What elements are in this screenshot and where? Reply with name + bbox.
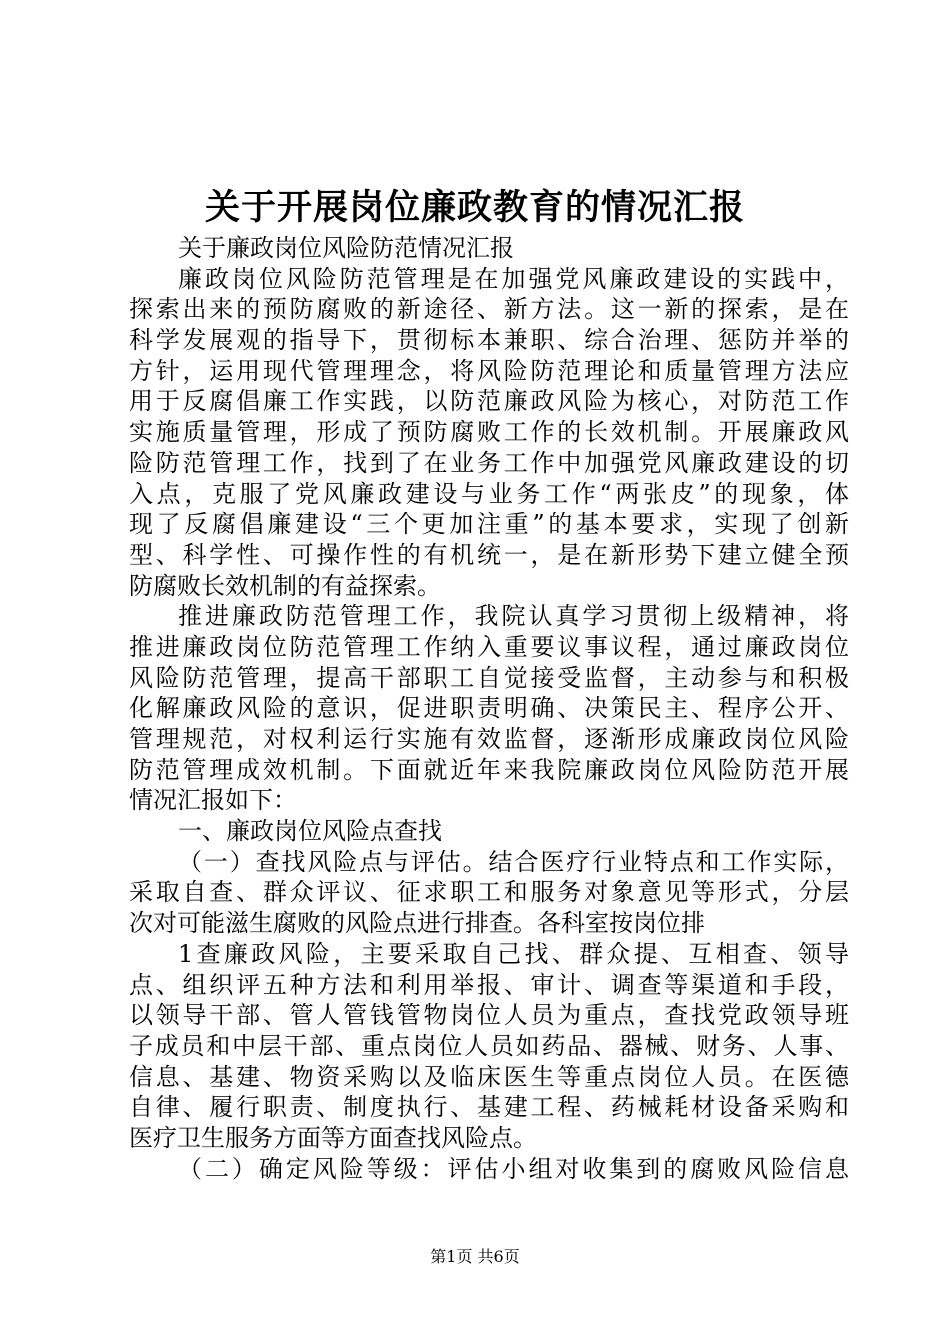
document-title: 关于开展岗位廉政教育的情况汇报 [204,187,745,228]
page-footer: 第1页 共6页 [430,1247,520,1266]
text-line: 化解廉政风险的意识，促进职责明确、决策民主、程序公开、 [129,694,849,723]
text-line: 次对可能滋生腐败的风险点进行排查。各科室按岗位排 [129,909,705,938]
text-line: 防腐败长效机制的有益探索。 [129,571,441,600]
text-line: 自律、履行职责、制度执行、基建工程、药械耗材设备采购和 [129,1093,849,1122]
text-line: 医疗卫生服务方面等方面查找风险点。 [129,1123,537,1152]
text-line: 点、组织评五种方法和利用举报、审计、调查等渠道和手段， [129,970,849,999]
text-line: 入点，克服了党风廉政建设与业务工作“两张皮”的现象，体 [129,479,849,508]
text-line: 采取自查、群众评议、征求职工和服务对象意见等形式，分层 [129,878,849,907]
text-line: 型、科学性、可操作性的有机统一，是在新形势下建立健全预 [129,540,849,569]
text-line: 用于反腐倡廉工作实践，以防范廉政风险为核心，对防范工作 [129,387,849,416]
text-line: 信息、基建、物资采购以及临床医生等重点岗位人员。在医德 [129,1062,849,1091]
text-line: 关于廉政岗位风险防范情况汇报 [178,234,514,262]
text-line: 防范管理成效机制。下面就近年来我院廉政岗位风险防范开展 [129,755,849,784]
text-line: 推进廉政岗位防范管理工作纳入重要议事议程，通过廉政岗位 [129,632,849,661]
text-line: 现了反腐倡廉建设“三个更加注重”的基本要求，实现了创新 [129,510,849,539]
text-line: 子成员和中层干部、重点岗位人员如药品、器械、财务、人事、 [129,1031,849,1060]
text-line: 风险防范管理，提高干部职工自觉接受监督，主动参与和积极 [129,663,849,692]
text-line: （一）查找风险点与评估。结合医疗行业特点和工作实际， [178,847,849,876]
text-line: 险防范管理工作，找到了在业务工作中加强党风廉政建设的切 [129,448,849,477]
text-line: 方针，运用现代管理理念，将风险防范理论和质量管理方法应 [129,356,849,385]
text-line: 实施质量管理，形成了预防腐败工作的长效机制。开展廉政风 [129,418,849,447]
text-line: 推进廉政防范管理工作，我院认真学习贯彻上级精神，将 [178,602,849,631]
text-line: 探索出来的预防腐败的新途径、新方法。这一新的探索，是在 [129,295,849,324]
text-line: 管理规范，对权利运行实施有效监督，逐渐形成廉政岗位风险 [129,725,849,753]
text-line: 一、廉政岗位风险点查找 [178,817,442,846]
text-line: 情况汇报如下： [129,786,297,815]
text-line: 科学发展观的指导下，贯彻标本兼职、综合治理、惩防并举的 [129,326,849,355]
document-body [129,233,849,1184]
text-line: 廉政岗位风险防范管理是在加强党风廉政建设的实践中， [178,264,849,293]
text-line: 以领导干部、管人管钱管物岗位人员为重点，查找党政领导班 [129,1001,849,1030]
text-line: 1查廉政风险，主要采取自己找、群众提、互相查、领导 [178,939,849,968]
text-line: （二）确定风险等级：评估小组对收集到的腐败风险信息 [178,1154,849,1183]
